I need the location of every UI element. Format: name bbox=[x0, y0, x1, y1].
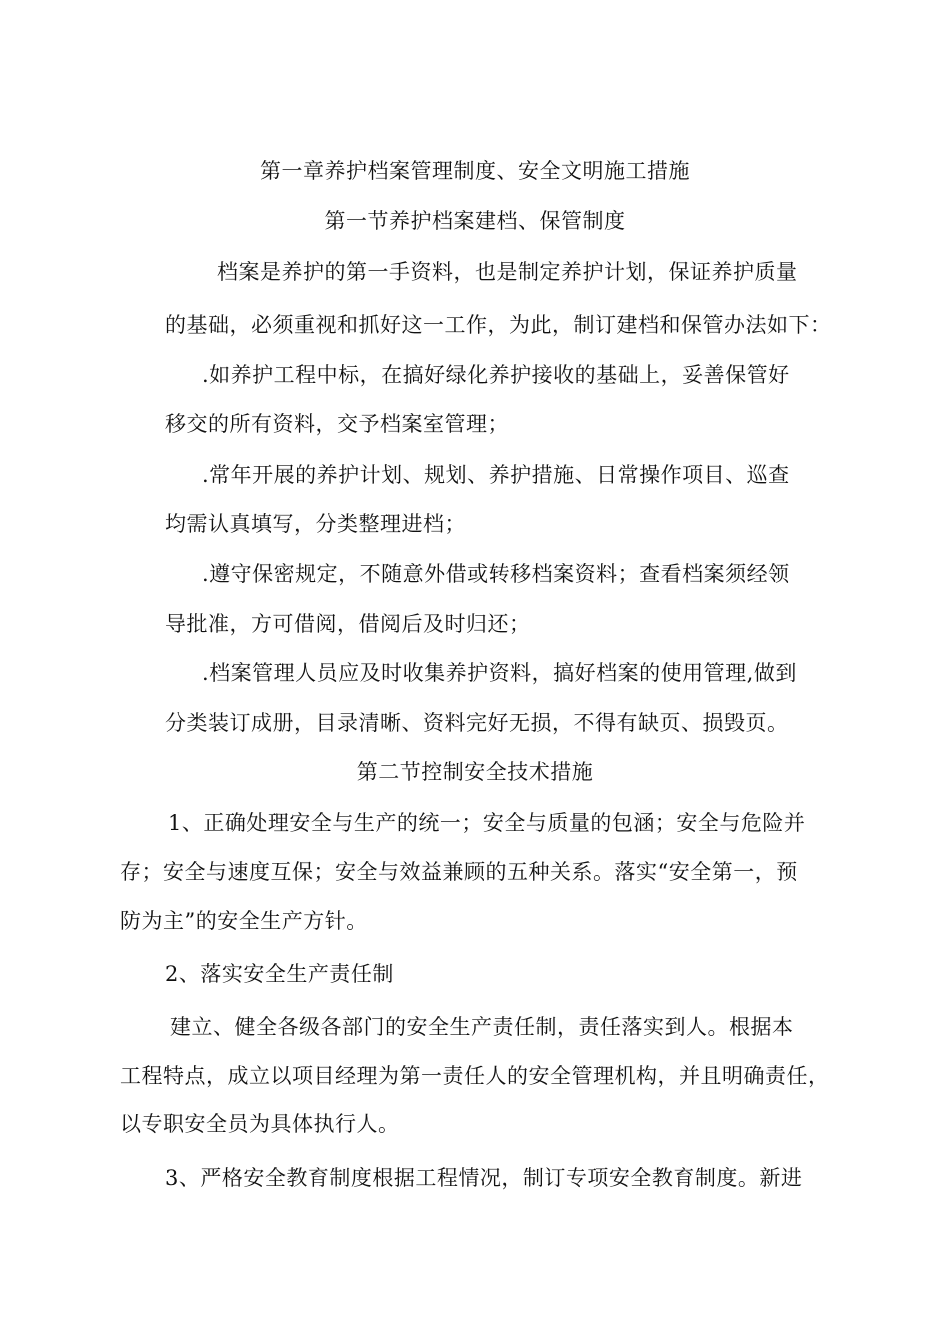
intro-line-2: 的基础，必须重视和抓好这一工作，为此，制订建档和保管办法如下： bbox=[165, 313, 832, 337]
heading-2: 2、落实安全生产责任制 bbox=[165, 962, 394, 986]
para-3-line-1: 3、严格安全教育制度根据工程情况，制订专项安全教育制度。新进 bbox=[165, 1166, 803, 1190]
item-3-line-2: 导批准，方可借阅，借阅后及时归还； bbox=[165, 612, 531, 636]
para-2-line-2: 工程特点，成立以项目经理为第一责任人的安全管理机构，并且明确责任， bbox=[120, 1064, 830, 1088]
item-4-line-2: 分类装订成册，目录清晰、资料完好无损，不得有缺页、损毁页。 bbox=[165, 711, 789, 735]
section-1-title: 第一节养护档案建档、保管制度 bbox=[324, 209, 626, 233]
para-2-line-3: 以专职安全员为具体执行人。 bbox=[120, 1112, 400, 1136]
chapter-title: 第一章养护档案管理制度、安全文明施工措施 bbox=[260, 159, 690, 183]
item-2-line-1: .常年开展的养护计划、规划、养护措施、日常操作项目、巡查 bbox=[202, 463, 790, 487]
para-1-line-1: 1、正确处理安全与生产的统一；安全与质量的包涵；安全与危险并 bbox=[168, 811, 806, 835]
section-2-title: 第二节控制安全技术措施 bbox=[356, 760, 594, 784]
intro-line-1: 档案是养护的第一手资料，也是制定养护计划，保证养护质量 bbox=[217, 260, 798, 284]
para-1-line-2: 存；安全与速度互保；安全与效益兼顾的五种关系。落实“安全第一，预 bbox=[120, 860, 798, 884]
item-2-line-2: 均需认真填写，分类整理进档； bbox=[165, 512, 466, 536]
item-3-line-1: .遵守保密规定，不随意外借或转移档案资料；查看档案须经领 bbox=[202, 562, 790, 586]
para-2-line-1: 建立、健全各级各部门的安全生产责任制，责任落实到人。根据本 bbox=[170, 1015, 794, 1039]
item-4-line-1: .档案管理人员应及时收集养护资料，搞好档案的使用管理,做到 bbox=[202, 661, 797, 685]
item-1-line-2: 移交的所有资料，交予档案室管理； bbox=[165, 412, 509, 436]
para-1-line-3: 防为主”的安全生产方针。 bbox=[120, 909, 368, 933]
item-1-line-1: .如养护工程中标，在搞好绿化养护接收的基础上，妥善保管好 bbox=[202, 363, 790, 387]
